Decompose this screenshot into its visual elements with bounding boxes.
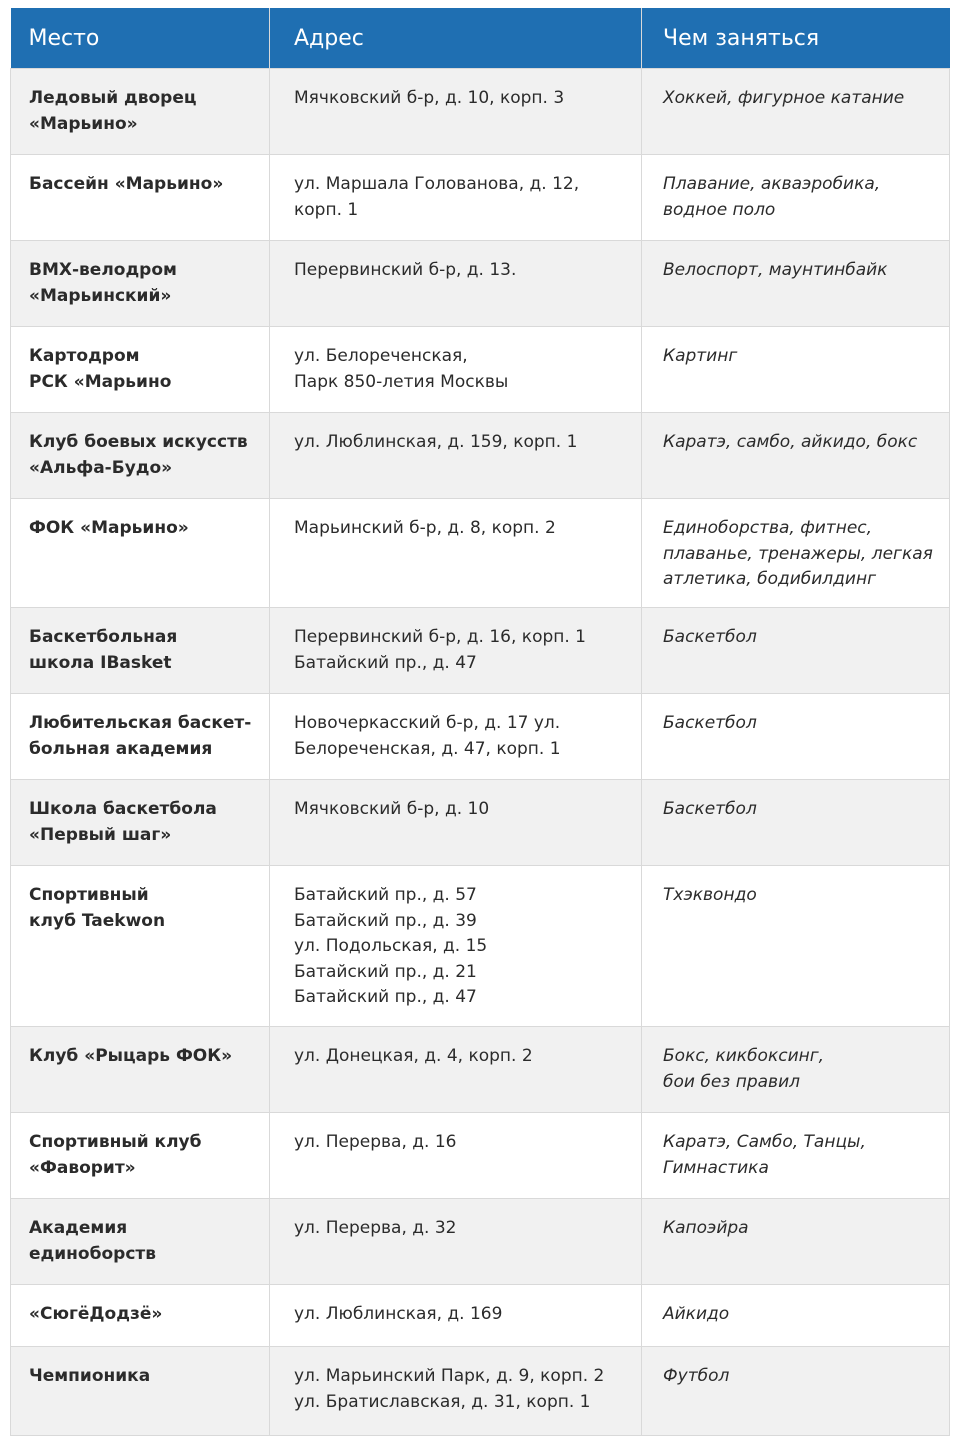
address-cell <box>270 69 642 155</box>
address-line: ул. Люблинская, д. 159, корп. 1 <box>294 432 578 452</box>
activity-cell <box>642 413 950 499</box>
activity-line: Баскетбол <box>663 627 757 647</box>
place-name-cell <box>11 413 270 499</box>
place-name-line: больная академия <box>29 738 213 759</box>
address-cell <box>270 780 642 866</box>
activity-cell <box>642 155 950 241</box>
address-line: Мячковский б-р, д. 10 <box>294 799 490 819</box>
place-name-line: «Марьинский» <box>29 285 172 306</box>
activity-cell <box>642 499 950 608</box>
column-header-address: Адрес <box>270 8 642 69</box>
place-name-line: Клуб боевых искусств <box>29 432 248 452</box>
place-name-line: школа IBasket <box>29 652 172 673</box>
table-row <box>11 155 950 241</box>
address-line: ул. Люблинская, д. 169 <box>294 1304 503 1324</box>
activity-line: Баскетбол <box>663 799 757 819</box>
activity-cell <box>642 1027 950 1113</box>
place-name-line: единоборств <box>29 1243 157 1264</box>
activity-cell <box>642 69 950 155</box>
place-name-line: клуб Taekwon <box>29 910 166 931</box>
table-row <box>11 241 950 327</box>
activity-line: Велоспорт, маунтинбайк <box>663 260 888 280</box>
activity-cell <box>642 1285 950 1347</box>
place-name-line: «СюгёДодзё» <box>29 1304 163 1324</box>
address-line: Перервинский б-р, д. 16, корп. 1 <box>294 627 586 647</box>
table-row <box>11 1285 950 1347</box>
address-cell <box>270 499 642 608</box>
activity-line: Гимнастика <box>663 1157 769 1178</box>
table-body <box>11 69 950 1436</box>
address-line: ул. Перерва, д. 32 <box>294 1218 457 1238</box>
address-line: Батайский пр., д. 39 <box>294 910 477 931</box>
activity-cell <box>642 241 950 327</box>
address-cell <box>270 694 642 780</box>
activity-line: Тхэквондо <box>663 885 757 905</box>
activity-line: Картинг <box>663 346 738 366</box>
address-line: Батайский пр., д. 47 <box>294 987 477 1007</box>
place-name-cell <box>11 327 270 413</box>
address-cell <box>270 155 642 241</box>
place-name-line: Чемпионика <box>29 1366 151 1386</box>
place-name-line: ФОК «Марьино» <box>29 518 189 538</box>
address-line: Батайский пр., д. 47 <box>294 652 477 673</box>
place-name-line: «Первый шаг» <box>29 824 172 845</box>
place-name-line: Картодром <box>29 346 140 366</box>
activity-cell <box>642 780 950 866</box>
place-name-cell <box>11 499 270 608</box>
place-name-cell <box>11 866 270 1027</box>
address-line: Марьинский б-р, д. 8, корп. 2 <box>294 518 556 538</box>
activity-line: водное поло <box>663 199 776 220</box>
activity-cell <box>642 1199 950 1285</box>
address-line: Батайский пр., д. 57 <box>294 885 477 905</box>
table-row <box>11 1199 950 1285</box>
header-row <box>11 8 950 69</box>
table-row <box>11 413 950 499</box>
place-name-line: Академия <box>29 1218 128 1238</box>
activity-cell <box>642 694 950 780</box>
place-name-cell <box>11 155 270 241</box>
column-header-activity: Чем заняться <box>642 8 950 69</box>
address-line: ул. Перерва, д. 16 <box>294 1132 457 1152</box>
place-name-cell <box>11 1113 270 1199</box>
activity-cell <box>642 1347 950 1436</box>
activity-line: Футбол <box>663 1366 730 1386</box>
activity-line: Плавание, акваэробика, <box>663 174 881 194</box>
place-name-line: Школа баскетбола <box>29 799 217 819</box>
activity-line: плаванье, тренажеры, легкая <box>663 543 933 564</box>
address-line: ул. Белореченская, <box>294 346 468 366</box>
place-name-line: ВМХ-велодром <box>29 260 177 280</box>
place-name-cell <box>11 780 270 866</box>
activity-cell <box>642 1113 950 1199</box>
place-name-line: Ледовый дворец <box>29 88 197 108</box>
activity-line: Единоборства, фитнес, <box>663 518 873 538</box>
address-cell <box>270 1347 642 1436</box>
table-row <box>11 69 950 155</box>
table-row <box>11 1347 950 1436</box>
address-cell <box>270 1113 642 1199</box>
table-row <box>11 866 950 1027</box>
address-line: Новочеркасский б-р, д. 17 ул. <box>294 713 561 733</box>
address-line: ул. Маршала Голованова, д. 12, <box>294 174 580 194</box>
place-name-cell <box>11 608 270 694</box>
column-header-place: Место <box>11 8 270 69</box>
place-name-line: Спортивный <box>29 885 149 905</box>
place-name-cell <box>11 1285 270 1347</box>
place-name-line: Спортивный клуб <box>29 1132 202 1152</box>
place-name-line: Клуб «Рыцарь ФОК» <box>29 1046 233 1066</box>
address-line: Белореченская, д. 47, корп. 1 <box>294 738 561 759</box>
place-name-cell <box>11 1027 270 1113</box>
activity-line: бои без правил <box>663 1071 800 1092</box>
place-name-cell <box>11 69 270 155</box>
address-cell <box>270 327 642 413</box>
activity-line: Бокс, кикбоксинг, <box>663 1046 825 1066</box>
sports-venues-table-wrapper <box>10 8 949 1436</box>
place-name-line: Бассейн «Марьино» <box>29 174 224 194</box>
table-header <box>11 8 950 69</box>
place-name-cell <box>11 694 270 780</box>
activity-line: Хоккей, фигурное катание <box>663 88 905 108</box>
activity-line: атлетика, бодибилдинг <box>663 569 877 589</box>
address-line: ул. Братиславская, д. 31, корп. 1 <box>294 1391 591 1412</box>
place-name-cell <box>11 1347 270 1436</box>
table-row <box>11 780 950 866</box>
place-name-line: «Фаворит» <box>29 1157 136 1178</box>
activity-line: Каратэ, самбо, айкидо, бокс <box>663 432 918 452</box>
activity-line: Баскетбол <box>663 713 757 733</box>
address-line: ул. Подольская, д. 15 <box>294 936 488 956</box>
table-row <box>11 608 950 694</box>
place-name-line: «Альфа-Будо» <box>29 457 173 478</box>
table-row <box>11 1027 950 1113</box>
activity-line: Капоэйра <box>663 1218 749 1238</box>
address-line: ул. Донецкая, д. 4, корп. 2 <box>294 1046 533 1066</box>
address-cell <box>270 866 642 1027</box>
place-name-cell <box>11 1199 270 1285</box>
place-name-cell <box>11 241 270 327</box>
activity-cell <box>642 866 950 1027</box>
address-cell <box>270 1199 642 1285</box>
table-row <box>11 327 950 413</box>
address-line: Перервинский б-р, д. 13. <box>294 260 517 280</box>
address-line: Парк 850-летия Москвы <box>294 371 509 392</box>
table-row <box>11 1113 950 1199</box>
place-name-line: «Марьино» <box>29 113 138 134</box>
address-cell <box>270 1027 642 1113</box>
table-row <box>11 499 950 608</box>
table-row <box>11 694 950 780</box>
address-cell <box>270 1285 642 1347</box>
activity-line: Айкидо <box>663 1304 730 1324</box>
address-cell <box>270 608 642 694</box>
place-name-line: РСК «Марьино <box>29 371 172 392</box>
activity-cell <box>642 327 950 413</box>
address-line: ул. Марьинский Парк, д. 9, корп. 2 <box>294 1366 605 1386</box>
sports-venues-table <box>10 8 950 1436</box>
activity-cell <box>642 608 950 694</box>
address-cell <box>270 413 642 499</box>
place-name-line: Любительская баскет- <box>29 713 252 733</box>
activity-line: Каратэ, Самбо, Танцы, <box>663 1132 866 1152</box>
address-line: Мячковский б-р, д. 10, корп. 3 <box>294 88 565 108</box>
address-cell <box>270 241 642 327</box>
place-name-line: Баскетбольная <box>29 627 178 647</box>
address-line: корп. 1 <box>294 199 359 220</box>
address-line: Батайский пр., д. 21 <box>294 961 477 982</box>
